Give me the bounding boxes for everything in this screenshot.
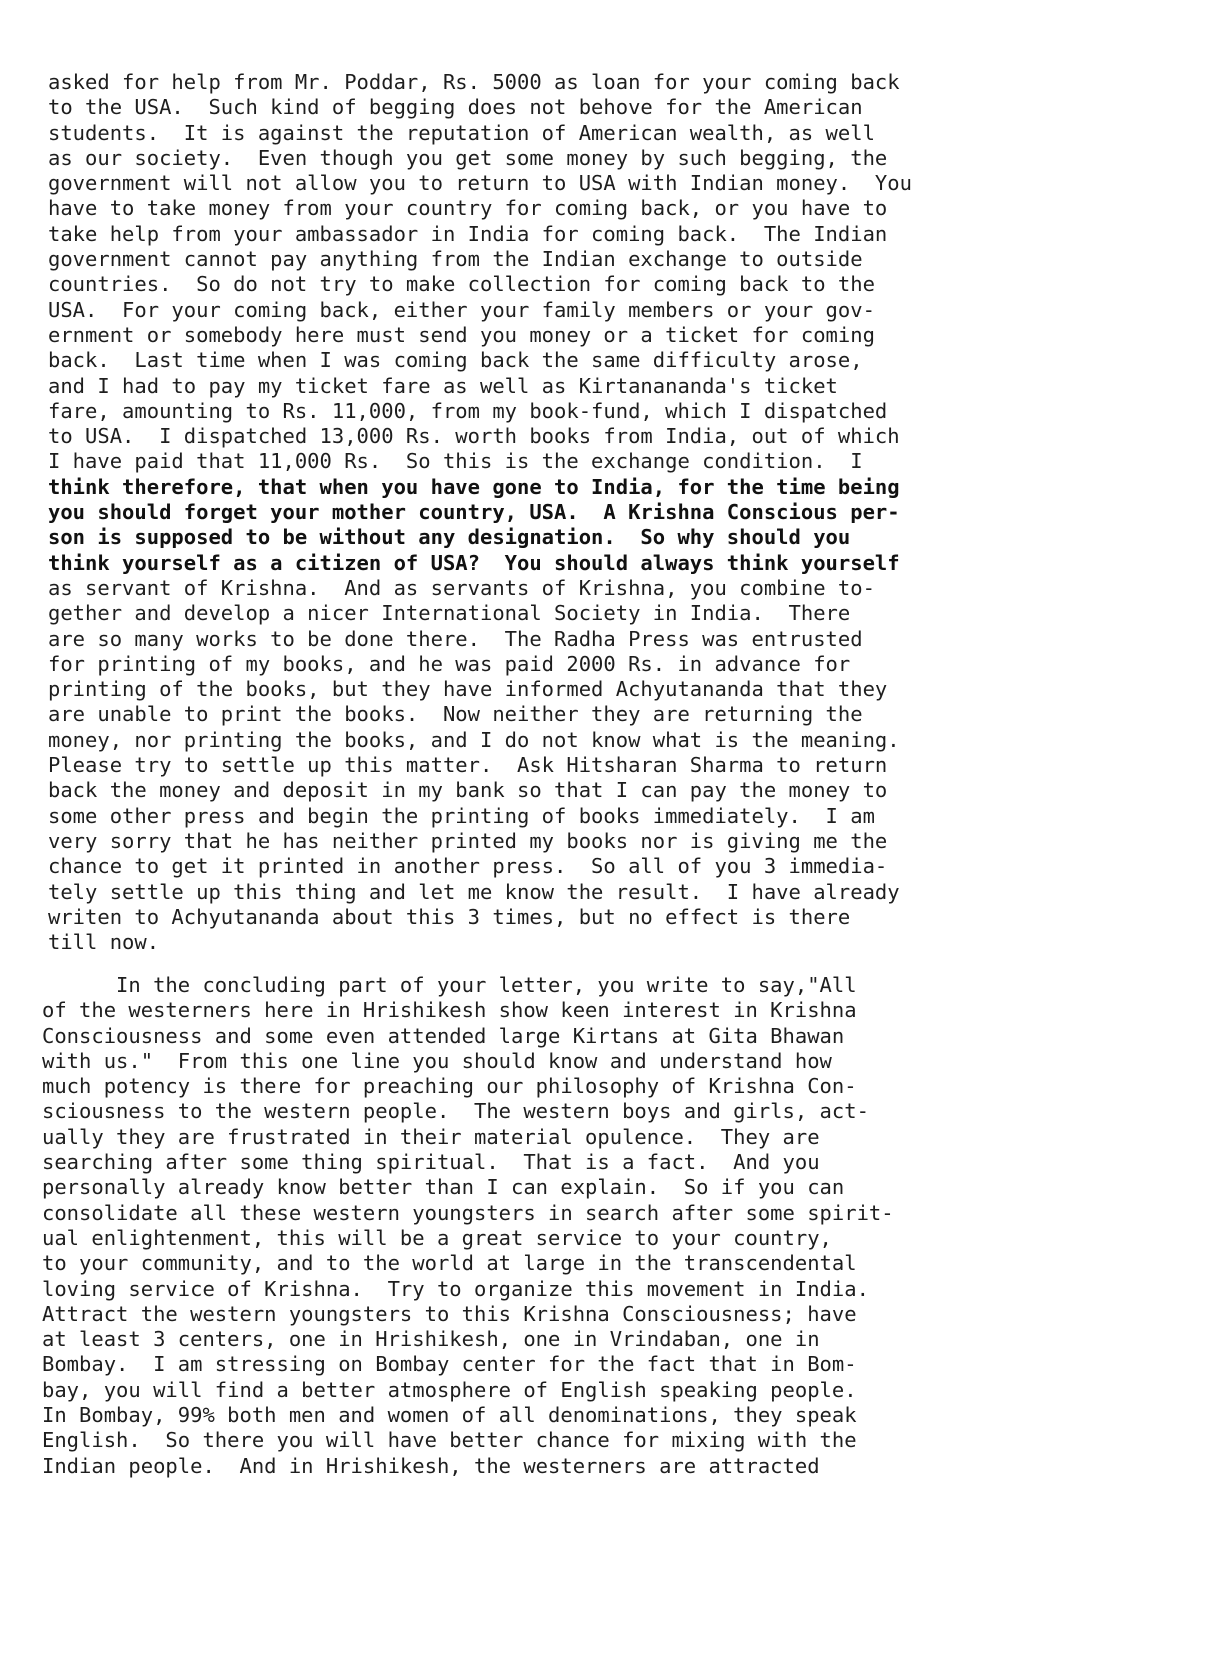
- paragraph-westerners-interest: [42, 973, 1172, 1479]
- text-line: In the concluding part of your letter, you write to say,"All: [42, 973, 857, 997]
- text-line: are unable to print the books. Now neither they are returning the: [48, 702, 863, 727]
- text-line: think therefore, that when you have gone to India, for the time being: [48, 474, 900, 499]
- paragraph-exchange-matters: [48, 70, 1178, 955]
- text-line: English. So there you will have better chance for mixing with the: [42, 1428, 857, 1453]
- text-line: Consciousness and some even attended large Kirtans at Gita Bhawan: [42, 1023, 845, 1048]
- text-line: back. Last time when I was coming back the same difficulty arose,: [48, 348, 863, 373]
- text-line: gether and develop a nicer International Society in India. There: [48, 601, 851, 626]
- text-line: till now.: [48, 930, 160, 955]
- text-line: money, nor printing the books, and I do not know what is the meaning.: [48, 727, 900, 752]
- text-line: are so many works to be done there. The Radha Press was entrusted: [48, 626, 863, 651]
- text-line: I have paid that 11,000 Rs. So this is the exchange condition. I: [48, 449, 863, 474]
- text-line: government will not allow you to return to USA with Indian money. You: [48, 171, 912, 196]
- text-line: as our society. Even though you get some money by such begging, the: [48, 145, 888, 170]
- text-line: fare, amounting to Rs. 11,000, from my book-fund, which I dispatched: [48, 398, 888, 423]
- text-line: ually they are frustrated in their material opulence. They are: [42, 1124, 820, 1149]
- text-line: printing of the books, but they have informed Achyutananda that they: [48, 677, 888, 702]
- text-line: of the westerners here in Hrishikesh show keen interest in Krishna: [42, 998, 857, 1023]
- text-line: as servant of Krishna. And as servants of Krishna, you combine to-: [48, 575, 875, 600]
- text-line: Please try to settle up this matter. Ask Hitsharan Sharma to return: [48, 753, 888, 778]
- text-line: you should forget your mother country, USA. A Krishna Conscious per-: [48, 500, 900, 525]
- text-line: personally already know better than I can explain. So if you can: [42, 1175, 845, 1200]
- text-line: to the USA. Such kind of begging does not behove for the American: [48, 95, 863, 120]
- text-line: for printing of my books, and he was paid 2000 Rs. in advance for: [48, 651, 851, 676]
- text-line: back the money and deposit in my bank so that I can pay the money to: [48, 778, 888, 803]
- text-line: some other press and begin the printing of books immediately. I am: [48, 803, 875, 828]
- text-line: asked for help from Mr. Poddar, Rs. 5000 as loan for your coming back: [48, 70, 900, 94]
- text-line: Bombay. I am stressing on Bombay center for the fact that in Bom-: [42, 1352, 857, 1377]
- text-line: searching after some thing spiritual. That is a fact. And you: [42, 1150, 820, 1175]
- text-line: have to take money from your country for coming back, or you have to: [48, 196, 888, 221]
- text-line: government cannot pay anything from the Indian exchange to outside: [48, 247, 863, 272]
- text-line: at least 3 centers, one in Hrishikesh, one in Vrindaban, one in: [42, 1327, 820, 1352]
- text-line: consolidate all these western youngsters in search after some spirit-: [42, 1200, 894, 1225]
- text-line: think yourself as a citizen of USA? You should always think yourself: [48, 550, 900, 575]
- text-line: students. It is against the reputation of American wealth, as well: [48, 120, 875, 145]
- text-line: sciousness to the western people. The western boys and girls, act-: [42, 1099, 869, 1124]
- text-line: to USA. I dispatched 13,000 Rs. worth books from India, out of which: [48, 424, 900, 449]
- text-line: USA. For your coming back, either your family members or your gov-: [48, 297, 875, 322]
- text-line: In Bombay, 99% both men and women of all denominations, they speak: [42, 1403, 857, 1428]
- text-line: son is supposed to be without any designation. So why should you: [48, 525, 851, 550]
- text-line: countries. So do not try to make collection for coming back to the: [48, 272, 875, 297]
- text-line: ual enlightenment, this will be a great service to your country,: [42, 1225, 832, 1250]
- text-line: loving service of Krishna. Try to organize this movement in India.: [42, 1276, 869, 1301]
- text-line: Indian people. And in Hrishikesh, the westerners are attracted: [42, 1453, 820, 1478]
- text-line: much potency is there for preaching our philosophy of Krishna Con-: [42, 1074, 857, 1099]
- text-line: writen to Achyutananda about this 3 times, but no effect is there: [48, 904, 851, 929]
- text-line: and I had to pay my ticket fare as well as Kirtanananda's ticket: [48, 373, 838, 398]
- text-line: very sorry that he has neither printed my books nor is giving me the: [48, 828, 888, 853]
- text-line: take help from your ambassador in India for coming back. The Indian: [48, 221, 888, 246]
- text-line: Attract the western youngsters to this Krishna Consciousness; have: [42, 1301, 857, 1326]
- text-line: chance to get it printed in another press. So all of you 3 immedia-: [48, 854, 888, 879]
- text-line: to your community, and to the world at large in the transcendental: [42, 1251, 857, 1276]
- text-line: bay, you will find a better atmosphere of English speaking people.: [42, 1377, 857, 1402]
- text-line: tely settle up this thing and let me know the result. I have already: [48, 879, 900, 904]
- text-line: ernment or somebody here must send you money or a ticket for coming: [48, 322, 875, 347]
- text-line: with us." From this one line you should know and understand how: [42, 1048, 832, 1073]
